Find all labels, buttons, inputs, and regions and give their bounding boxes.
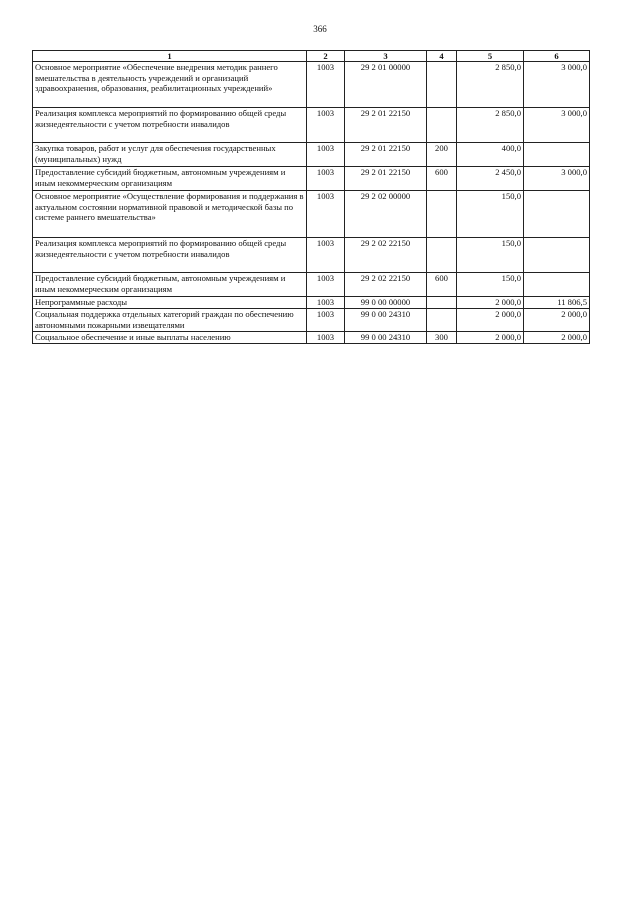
column-header: 2: [307, 51, 345, 62]
row-name: Реализация комплекса мероприятий по формированию общей среды жизнедеятельности с учетом потребности инвалидов: [33, 238, 307, 273]
table-row: [33, 191, 590, 238]
row-target-item: 29 2 01 00000: [345, 62, 427, 108]
row-name: Социальное обеспечение и иные выплаты населению: [33, 332, 307, 344]
row-amount-1: 400,0: [457, 143, 524, 167]
row-target-item: 29 2 01 22150: [345, 143, 427, 167]
row-name: Основное мероприятие «Осуществление формирования и поддержания в актуальном состоянии нормативной правовой и методической базы по системе раннего вмешательства»: [33, 191, 307, 238]
table-row: [33, 332, 590, 344]
column-header: 5: [457, 51, 524, 62]
row-amount-2: [524, 143, 590, 167]
row-expense-type: 300: [427, 332, 457, 344]
row-section: 1003: [307, 62, 345, 108]
row-expense-type: [427, 238, 457, 273]
row-target-item: 99 0 00 24310: [345, 309, 427, 332]
column-header: 6: [524, 51, 590, 62]
row-section: 1003: [307, 273, 345, 297]
row-expense-type: [427, 108, 457, 143]
row-amount-2: 3 000,0: [524, 108, 590, 143]
row-amount-1: 2 000,0: [457, 332, 524, 344]
row-amount-1: 2 000,0: [457, 309, 524, 332]
budget-table: [32, 50, 590, 344]
table-row: [33, 238, 590, 273]
row-section: 1003: [307, 143, 345, 167]
row-section: 1003: [307, 191, 345, 238]
row-expense-type: 600: [427, 273, 457, 297]
row-target-item: 29 2 02 22150: [345, 273, 427, 297]
table-row: [33, 62, 590, 108]
row-target-item: 99 0 00 24310: [345, 332, 427, 344]
column-header: 4: [427, 51, 457, 62]
table-row: [33, 309, 590, 332]
row-name: Основное мероприятие «Обеспечение внедрения методик раннего вмешательства в деятельность учреждений и организаций здравоохранения, образования, реабилитационных учреждений»: [33, 62, 307, 108]
row-section: 1003: [307, 108, 345, 143]
row-amount-1: 2 850,0: [457, 62, 524, 108]
row-expense-type: [427, 62, 457, 108]
row-target-item: 29 2 02 22150: [345, 238, 427, 273]
row-section: 1003: [307, 297, 345, 309]
row-name: Социальная поддержка отдельных категорий граждан по обеспечению автономными пожарными извещателями: [33, 309, 307, 332]
column-header: 1: [33, 51, 307, 62]
row-section: 1003: [307, 332, 345, 344]
row-amount-1: 2 850,0: [457, 108, 524, 143]
row-amount-2: 3 000,0: [524, 62, 590, 108]
row-target-item: 29 2 01 22150: [345, 167, 427, 191]
row-amount-2: [524, 273, 590, 297]
row-expense-type: 200: [427, 143, 457, 167]
row-amount-2: 11 806,5: [524, 297, 590, 309]
row-name: Закупка товаров, работ и услуг для обеспечения государственных (муниципальных) нужд: [33, 143, 307, 167]
row-name: Реализация комплекса мероприятий по формированию общей среды жизнедеятельности с учетом потребности инвалидов: [33, 108, 307, 143]
row-name: Предоставление субсидий бюджетным, автономным учреждениям и иным некоммерческим организациям: [33, 167, 307, 191]
row-amount-1: 150,0: [457, 191, 524, 238]
column-header: 3: [345, 51, 427, 62]
row-target-item: 99 0 00 00000: [345, 297, 427, 309]
row-amount-2: 2 000,0: [524, 332, 590, 344]
row-amount-2: 2 000,0: [524, 309, 590, 332]
row-amount-1: 2 450,0: [457, 167, 524, 191]
table-row: [33, 273, 590, 297]
row-amount-1: 150,0: [457, 273, 524, 297]
row-amount-1: 150,0: [457, 238, 524, 273]
row-section: 1003: [307, 309, 345, 332]
row-amount-2: 3 000,0: [524, 167, 590, 191]
row-amount-2: [524, 238, 590, 273]
row-section: 1003: [307, 238, 345, 273]
table-row: [33, 143, 590, 167]
table-row: [33, 108, 590, 143]
row-expense-type: [427, 309, 457, 332]
page-number: 366: [313, 24, 327, 34]
row-target-item: 29 2 02 00000: [345, 191, 427, 238]
table-header-row: [33, 51, 590, 62]
row-target-item: 29 2 01 22150: [345, 108, 427, 143]
row-amount-2: [524, 191, 590, 238]
row-name: Непрограммные расходы: [33, 297, 307, 309]
row-expense-type: [427, 191, 457, 238]
row-expense-type: [427, 297, 457, 309]
row-name: Предоставление субсидий бюджетным, автономным учреждениям и иным некоммерческим организациям: [33, 273, 307, 297]
table-row: [33, 297, 590, 309]
row-amount-1: 2 000,0: [457, 297, 524, 309]
table-row: [33, 167, 590, 191]
row-section: 1003: [307, 167, 345, 191]
row-expense-type: 600: [427, 167, 457, 191]
